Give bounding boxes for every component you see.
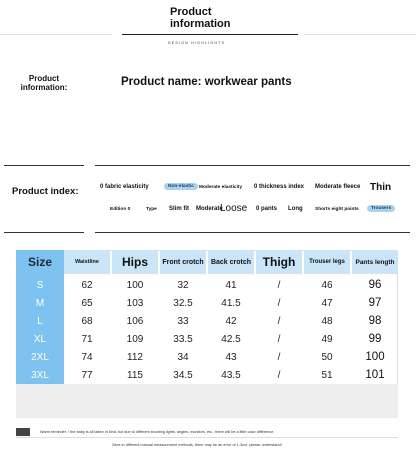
table-cell: 41	[225, 279, 237, 291]
index-elasticity-nonelastic-selected: Non-elastic	[164, 183, 198, 190]
table-cell: 51	[321, 369, 333, 381]
table-cell: /	[277, 333, 281, 345]
table-cell: 99	[368, 333, 382, 345]
table-cell: 50	[321, 351, 333, 363]
col-header-thigh: Thigh	[256, 250, 302, 274]
product-index-label: Product index:	[12, 186, 79, 197]
table-cell: 42.5	[221, 333, 241, 345]
col-header-waistline: Waistline	[64, 250, 110, 274]
table-cell-size: L	[37, 315, 43, 327]
index-pants-label: 0 pants	[256, 206, 278, 212]
table-cell: 46	[321, 279, 333, 291]
table-cell: 43	[225, 351, 237, 363]
table-cell: 43.5	[221, 369, 241, 381]
col-header-front-crotch: Front crotch	[160, 250, 206, 274]
table-cell: 49	[321, 333, 333, 345]
index-type-label: Type	[146, 207, 157, 212]
table-cell: 34	[177, 351, 189, 363]
index-edition-loose: Loose	[220, 203, 248, 214]
footer-divider	[16, 437, 398, 438]
table-cell: 77	[81, 369, 93, 381]
table-cell: 41.5	[221, 297, 241, 309]
index-pants-long: Long	[288, 206, 303, 212]
table-cell: 32	[177, 279, 189, 291]
table-cell: 65	[81, 297, 93, 309]
table-cell: 42	[225, 315, 237, 327]
table-cell: 103	[126, 297, 144, 309]
index-thickness-label: 0 thickness index	[254, 184, 305, 190]
header-divider-left	[0, 34, 112, 35]
table-cell: 97	[368, 297, 382, 309]
table-cell: 106	[126, 315, 144, 327]
header-divider	[122, 34, 298, 35]
table-cell: /	[277, 351, 281, 363]
divider	[4, 232, 84, 233]
table-cell: /	[277, 297, 281, 309]
table-cell-size: 3XL	[31, 369, 49, 381]
table-cell: 96	[368, 279, 382, 291]
table-cell: 62	[81, 279, 93, 291]
index-thickness-thin: Thin	[370, 182, 392, 193]
product-name: Product name: workwear pants	[121, 76, 292, 88]
table-cell: 33	[177, 315, 189, 327]
table-cell: 71	[81, 333, 93, 345]
table-cell: 98	[368, 315, 382, 327]
divider	[4, 165, 84, 166]
table-cell: 74	[81, 351, 93, 363]
table-cell: 48	[321, 315, 333, 327]
index-elasticity-label: 0 fabric elasticity	[100, 184, 149, 190]
table-cell: 109	[126, 333, 144, 345]
table-cell: 115	[127, 369, 143, 381]
table-cell-size: 2XL	[31, 351, 49, 363]
col-header-hips: Hips	[112, 250, 158, 274]
table-cell: 112	[127, 351, 143, 363]
header-divider-right	[304, 34, 416, 35]
index-edition-label: Edition 0	[110, 207, 131, 212]
table-cell: /	[277, 369, 281, 381]
reminder-marker	[16, 428, 30, 436]
table-cell: 101	[365, 369, 385, 381]
table-cell-size: M	[35, 297, 45, 309]
table-cell: /	[277, 279, 281, 291]
divider	[95, 232, 410, 233]
page-title: Product information	[170, 6, 231, 30]
table-cell: 33.5	[173, 333, 193, 345]
table-cell-size: XL	[33, 333, 47, 345]
col-header-size: Size	[16, 250, 64, 274]
col-header-back-crotch: Back crotch	[208, 250, 254, 274]
footer-note: 2due to different manual measurement methods, there may be an error of 1-3cm, please understand!	[112, 443, 282, 447]
index-edition-moderate: Moderate	[196, 206, 223, 212]
col-header-pants-length: Pants length	[352, 250, 398, 274]
index-pants-trousers-selected: Trousers	[367, 205, 395, 212]
index-thickness-moderate-fleece: Moderate fleece	[315, 184, 361, 190]
table-cell: 100	[126, 279, 144, 291]
table-cell: 32.5	[173, 297, 193, 309]
header-subtitle: DESIGN HIGHLIGHTS	[168, 41, 226, 45]
divider	[95, 165, 410, 166]
col-header-trouser-legs: Trouser legs	[304, 250, 350, 274]
table-cell: 100	[365, 351, 385, 363]
index-elasticity-moderate: Moderate elasticity	[199, 185, 243, 190]
table-empty-row	[16, 384, 398, 418]
table-cell-size: S	[36, 279, 44, 291]
table-cell: 34.5	[173, 369, 193, 381]
index-pants-shorts: Shorts eight points	[315, 207, 359, 212]
table-cell: /	[277, 315, 281, 327]
footer-reminder: Warm reminder: ! the baby is all taken in kind, but due to different shooting lights, angles, monitors, etc., there will be a little color difference.	[40, 430, 275, 434]
table-cell: 47	[321, 297, 333, 309]
table-cell: 68	[81, 315, 93, 327]
index-edition-slim-fit: Slim fit	[169, 206, 190, 212]
product-info-label: Product information:	[20, 74, 68, 92]
